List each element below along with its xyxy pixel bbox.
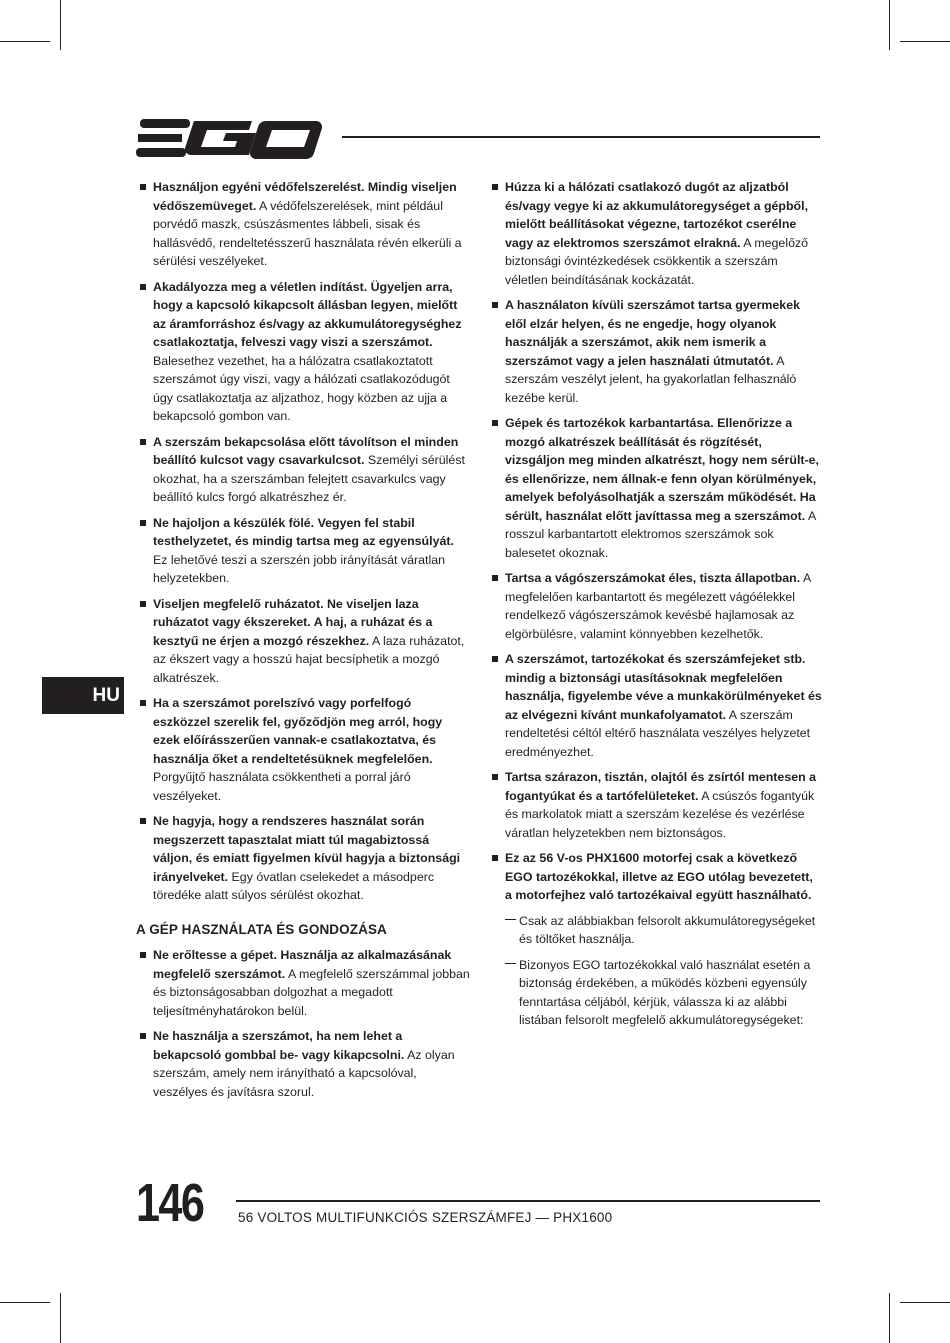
- list-item: A szerszámot, tartozékokat és szerszámfejeket stb. mindig a biztonsági utasításoknak megfelelően használja, figyelembe véve a munkakörülményeket és az elvégezni kívánt munkafolyamatot. A szerszám rendeltetési céltól eltérő használata veszélyes helyzetet eredményezhet.: [488, 650, 823, 761]
- list-item: Használjon egyéni védőfelszerelést. Mindig viseljen védőszemüveget. A védőfelszerelések, mint például porvédő maszk, csúszásmentes lábbeli, sisak és hallásvédő, rendeltetésszerű használata révén elkerüli a sérülési veszélyeket.: [136, 178, 471, 271]
- bullet-icon: [140, 520, 146, 526]
- list-item: Gépek és tartozékok karbantartása. Ellenőrizze a mozgó alkatrészek beállítását és rögzítését, vizsgáljon meg minden alkatrészt, hogy nem sérült-e, és ellenőrizze, nem állnak-e fenn olyan körülmények, amelyek befolyásolhatják a szerszám működését. Ha sérült, használat előtt javíttassa meg a szerszámot. A rosszul karbantartott elektromos szerszámok sok balesetet okoznak.: [488, 414, 823, 562]
- dash-icon: [505, 963, 516, 965]
- bullet-icon: [492, 855, 498, 861]
- bullet-icon: [492, 302, 498, 308]
- crop-mark: [60, 1293, 61, 1343]
- right-column: [488, 178, 823, 1037]
- list-item: Ne hagyja, hogy a rendszeres használat során megszerzett tapasztalat miatt túl magabiztossá váljon, és emiatt figyelmen kívül hagyja a biztonsági irányelveket. Egy óvatlan cselekedet a másodperc töredéke alatt súlyos sérülést okozhat.: [136, 812, 471, 905]
- ego-logo: [136, 117, 322, 159]
- bullet-icon: [140, 439, 146, 445]
- bullet-icon: [140, 818, 146, 824]
- language-tab: HU: [42, 677, 124, 714]
- list-item: Akadályozza meg a véletlen indítást. Ügyeljen arra, hogy a kapcsoló kikapcsolt állásban legyen, mielőtt az áramforráshoz és/vagy az akkumulátoregységhez csatlakoztatja, felveszi vagy viszi a szerszámot. Balesethez vezethet, ha a hálózatra csatlakoztatott szerszámot úgy viszi, vagy a hálózati csatlakozódugót úgy csatlakoztatja az aljzathoz, hogy közben az ujja a bekapcsoló gombon van.: [136, 278, 471, 426]
- list-item: Tartsa szárazon, tisztán, olajtól és zsírtól mentesen a fogantyúkat és a tartófelületeket. A csúszós fogantyúk és markolatok miatt a szerszám kezelése és vezérlése váratlan helyzetekben nem biztonságos.: [488, 768, 823, 842]
- bullet-icon: [492, 774, 498, 780]
- list-item: Ez az 56 V-os PHX1600 motorfej csak a következő EGO tartozékokkal, illetve az EGO utólag bevezetett, a motorfejhez való tartozékaival együtt használható.: [488, 849, 823, 905]
- dash-icon: [505, 919, 516, 921]
- bullet-icon: [140, 184, 146, 190]
- bullet-icon: [492, 184, 498, 190]
- bullet-icon: [140, 601, 146, 607]
- bullet-icon: [140, 284, 146, 290]
- crop-mark: [0, 1302, 50, 1303]
- list-item: Ne erőltesse a gépet. Használja az alkalmazásának megfelelő szerszámot. A megfelelő szerszámmal jobban és biztonságosabban dolgozhat a megadott teljesítményhatárokon belül.: [136, 946, 471, 1020]
- sub-list-item: Bizonyos EGO tartozékokkal való használat esetén a biztonság érdekében, a működés közbeni egyensúly fenntartása céljából, kérjük, válassza ki az alábbi listában felsorolt megfelelő akkumulátoregységeket:: [488, 956, 823, 1030]
- bullet-icon: [492, 420, 498, 426]
- list-item: A szerszám bekapcsolása előtt távolítson el minden beállító kulcsot vagy csavarkulcsot. Személyi sérülést okozhat, ha a szerszámban felejtett csavarkulcs vagy beállító kulcs forgó alkatrészhez ér.: [136, 433, 471, 507]
- list-item: Viseljen megfelelő ruházatot. Ne viseljen laza ruházatot vagy ékszereket. A haj, a ruházat és a kesztyű ne érjen a mozgó részekhez. A laza ruházatot, az ékszert vagy a hosszú hajat becsíphetik a mozgó alkatrészek.: [136, 595, 471, 688]
- list-item: Tartsa a vágószerszámokat éles, tiszta állapotban. A megfelelően karbantartott és megélezett vágóélekkel rendelkező vágószerszámok kevésbé hajlamosak az elgörbülésre, valamint könnyebben kezelhetők.: [488, 569, 823, 643]
- footer-rule: [236, 1200, 820, 1202]
- bullet-icon: [492, 575, 498, 581]
- crop-mark: [889, 1293, 890, 1343]
- list-item: Húzza ki a hálózati csatlakozó dugót az aljzatból és/vagy vegye ki az akkumulátoregységet a gépből, mielőtt beállításokat végezne, tartozékot cserélne vagy az elektromos szerszámot elrakná. A megelőző biztonsági óvintézkedések csökkentik a szerszám véletlen beindításának kockázatát.: [488, 178, 823, 289]
- page-number: 146: [136, 1173, 204, 1233]
- bullet-icon: [140, 700, 146, 706]
- crop-mark: [889, 0, 890, 50]
- crop-mark: [60, 0, 61, 50]
- bullet-icon: [140, 952, 146, 958]
- bullet-icon: [492, 656, 498, 662]
- list-item: A használaton kívüli szerszámot tartsa gyermekek elől elzár helyen, és ne engedje, hogy olyanok használják a szerszámot, akik nem ismerik a szerszámot vagy a jelen használati útmutatót. A szerszám veszélyt jelent, ha gyakorlatlan felhasználó kezébe kerül.: [488, 296, 823, 407]
- list-item: Ne használja a szerszámot, ha nem lehet a bekapcsoló gombbal be- vagy kikapcsolni. Az olyan szerszám, amely nem irányítható a kapcsolóval, veszélyes és javításra szorul.: [136, 1027, 471, 1101]
- list-item: Ha a szerszámot porelszívó vagy porfelfogó eszközzel szerelik fel, győződjön meg arról, hogy ezek előírásszerűen vannak-e csatlakoztatva, és használja őket a rendeltetésüknek megfelelően. Porgyűjtő használata csökkentheti a porral járó veszélyeket.: [136, 694, 471, 805]
- crop-mark: [900, 41, 950, 42]
- left-column: [136, 178, 471, 1108]
- list-item: Ne hajoljon a készülék fölé. Vegyen fel stabil testhelyzetet, és mindig tartsa meg az egyensúlyát. Ez lehetővé teszi a szerszén jobb irányítását váratlan helyzetekben.: [136, 514, 471, 588]
- bullet-icon: [140, 1033, 146, 1039]
- header-rule: [342, 136, 820, 138]
- crop-mark: [0, 41, 50, 42]
- crop-mark: [900, 1302, 950, 1303]
- footer-title: 56 VOLTOS MULTIFUNKCIÓS SZERSZÁMFEJ — PHX1600: [238, 1210, 613, 1225]
- section-title: A GÉP HASZNÁLATA ÉS GONDOZÁSA: [136, 921, 387, 937]
- sub-list-item: Csak az alábbiakban felsorolt akkumulátoregységeket és töltőket használja.: [488, 912, 823, 949]
